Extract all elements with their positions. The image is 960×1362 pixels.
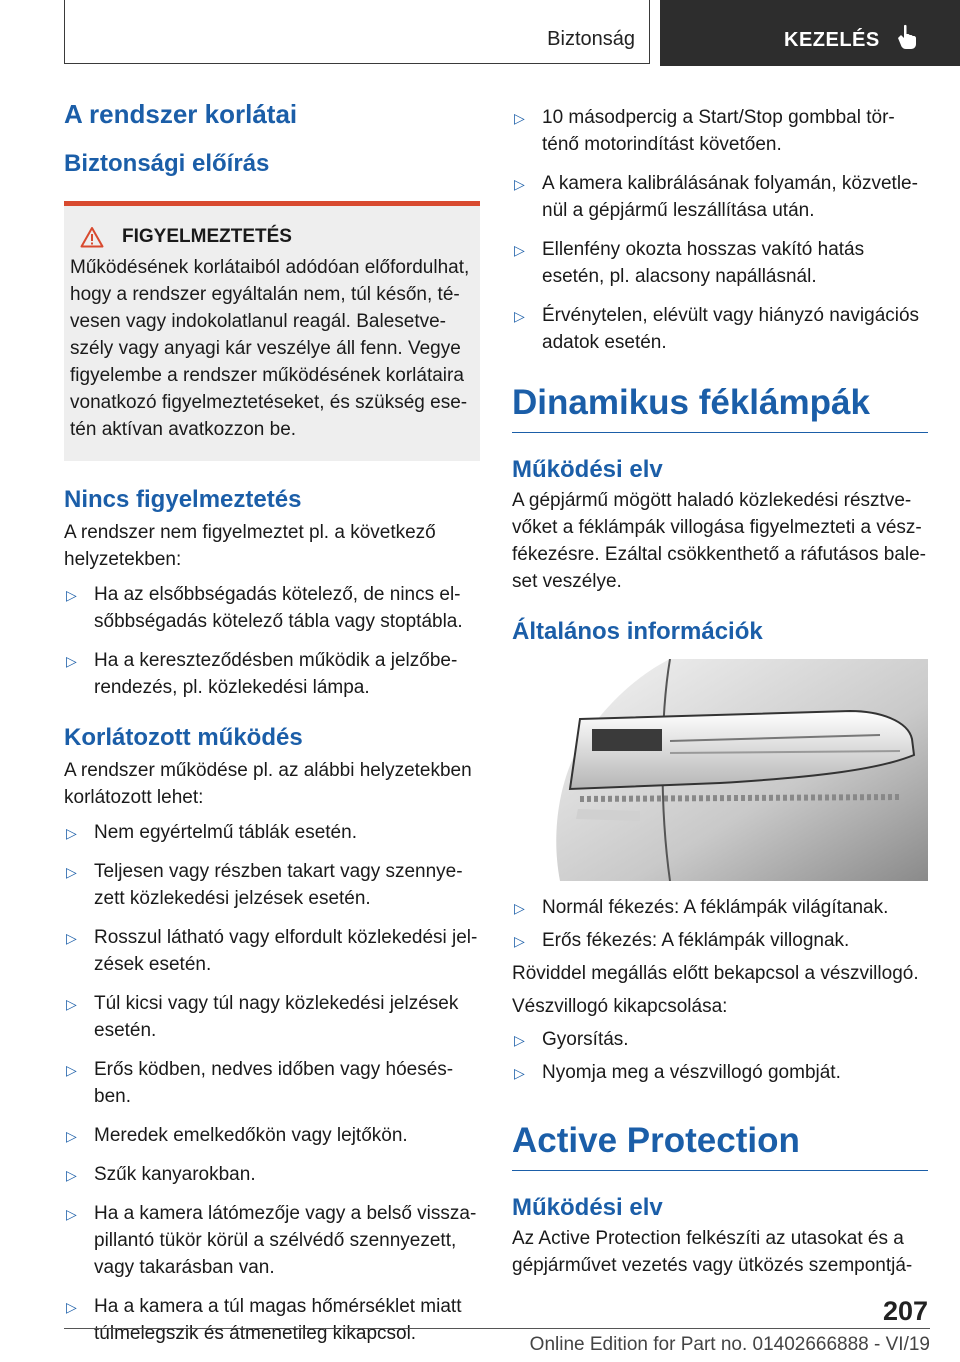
- limited-list-continued: [512, 104, 928, 356]
- list-item: ▷ Teljesen vagy részben takart vagy szennye-zett közlekedési jelzések esetén.: [66, 860, 463, 909]
- page-footer: [64, 1296, 930, 1362]
- warning-triangle-icon: [80, 226, 104, 248]
- ap-text: Az Active Protection felkészíti az utasokat és a gépjárművet vezetés vagy ütközés szempontjá-: [512, 1228, 913, 1276]
- list-item: ▷ 10 másodpercig a Start/Stop gombbal tör-ténő motorindítást követően.: [514, 107, 895, 155]
- limited-list: [64, 819, 480, 1347]
- triangle-bullet-icon: ▷: [66, 1127, 77, 1144]
- list-item: ▷ Érvénytelen, elévült vagy hiányzó navigációs adatok esetén.: [514, 305, 920, 353]
- triangle-bullet-icon: ▷: [66, 586, 77, 603]
- triangle-bullet-icon: ▷: [514, 308, 525, 324]
- heading-dynamic-brake-lights: Dinamikus féklámpák: [512, 382, 928, 433]
- page-header: [0, 0, 960, 66]
- triangle-bullet-icon: ▷: [66, 995, 77, 1012]
- chapter-tab: [660, 0, 960, 66]
- list-item: ▷ Túl kicsi vagy túl nagy közlekedési jelzések esetén.: [66, 992, 459, 1041]
- page-number: 207: [882, 1296, 928, 1326]
- hazard-off-list: [512, 1026, 928, 1086]
- warning-text: Működésének korlátaiból adódóan előfordulhat, hogy a rendszer egyáltalán nem, túl későn, té-vesen vagy indokolatlanul reagál. Balesetve-szély vagy anyagi kár veszélye áll fenn. Vegye figyelembe a rendszer működésének korlátaira vonatkozó figyelmeztetéseket, és szükség ese-tén aktívan avatkozzon be.: [70, 256, 470, 440]
- chapter-tab-label: KEZELÉS: [784, 29, 880, 51]
- triangle-bullet-icon: ▷: [66, 1298, 77, 1315]
- list-item: ▷ Rosszul látható vagy elfordult közlekedési jel-zések esetén.: [66, 926, 478, 975]
- list-item: ▷ Nyomja meg a vészvillogó gombját.: [512, 1059, 928, 1086]
- section-title: Biztonság: [547, 28, 635, 50]
- list-item: ▷ Nem egyértelmű táblák esetén.: [64, 819, 480, 846]
- heading-general-info: Általános információk: [512, 618, 763, 645]
- dyn-principle-text: A gépjármű mögött haladó közlekedési résztve-vőket a féklámpák villogása figyelmezteti a vész-fékezésre. Ezáltal csökkenthető a ráfutásos bale-set veszélye.: [512, 490, 927, 592]
- right-column: [512, 98, 928, 1279]
- warning-title: [70, 226, 474, 248]
- list-item: ▷ Gyorsítás.: [512, 1026, 928, 1053]
- page-title: A rendszer korlátai: [64, 99, 298, 129]
- list-item: ▷ Ha a kamera a túl magas hőmérséklet miatt túlmelegszik és átmenetileg kikapcsol.: [66, 1295, 462, 1344]
- list-item: ▷ Normál fékezés: A féklámpák világítanak.: [512, 894, 928, 921]
- triangle-bullet-icon: ▷: [514, 110, 525, 126]
- edition-text: Online Edition for Part no. 01402666888 - VI/19: [529, 1334, 930, 1355]
- triangle-bullet-icon: ▷: [66, 1205, 77, 1222]
- triangle-bullet-icon: ▷: [514, 933, 525, 949]
- list-item: ▷ Ha az elsőbbségadás kötelező, de nincs el-sőbbségadás kötelező tábla vagy stoptábla.: [66, 583, 463, 632]
- triangle-bullet-icon: ▷: [514, 900, 525, 916]
- no-warning-intro: A rendszer nem figyelmeztet pl. a következő helyzetekben:: [64, 521, 436, 570]
- brake-list: [512, 894, 928, 954]
- list-item: ▷ Ha a kamera látómezője vagy a belső vissza-pillantó tükör körül a szélvédő szennyezett, vagy takarásban van.: [66, 1202, 477, 1278]
- list-item: ▷ Erős fékezés: A féklámpák villognak.: [512, 927, 928, 954]
- limited-intro: A rendszer működése pl. az alábbi helyzetekben korlátozott lehet:: [64, 759, 472, 808]
- triangle-bullet-icon: ▷: [514, 176, 525, 192]
- triangle-bullet-icon: ▷: [66, 863, 77, 880]
- list-item: ▷ Erős ködben, nedves időben vagy hóesés-ben.: [66, 1058, 454, 1107]
- warning-label: FIGYELMEZTETÉS: [122, 225, 292, 247]
- list-item: ▷ Meredek emelkedőkön vagy lejtőkön.: [64, 1122, 480, 1149]
- list-item: ▷ Ha a kereszteződésben működik a jelzőbe-rendezés, pl. közlekedési lámpa.: [66, 649, 458, 698]
- triangle-bullet-icon: ▷: [66, 1166, 77, 1183]
- tail-light-illustration: [520, 659, 928, 881]
- list-item: ▷ Szűk kanyarokban.: [64, 1161, 480, 1188]
- list-item: ▷ A kamera kalibrálásának folyamán, közvetle-nül a gépjármű leszállítása után.: [514, 173, 918, 221]
- heading-active-protection: Active Protection: [512, 1120, 928, 1171]
- heading-dyn-principle: Működési elv: [512, 456, 663, 483]
- heading-no-warning: Nincs figyelmeztetés: [64, 485, 302, 513]
- subtitle-safety: Biztonsági előírás: [64, 149, 270, 177]
- triangle-bullet-icon: ▷: [514, 242, 525, 258]
- heading-limited: Korlátozott működés: [64, 723, 303, 751]
- triangle-bullet-icon: ▷: [66, 824, 77, 841]
- left-column: [64, 98, 480, 1347]
- no-warning-list: [64, 581, 480, 701]
- footer-divider: [64, 1328, 930, 1329]
- triangle-bullet-icon: ▷: [66, 652, 77, 669]
- hazard-note: Röviddel megállás előtt bekapcsol a vészvillogó.: [512, 963, 919, 984]
- pointing-hand-icon: [892, 22, 922, 52]
- list-item: ▷ Ellenfény okozta hosszas vakító hatás esetén, pl. alacsony napállásnál.: [514, 239, 865, 287]
- triangle-bullet-icon: ▷: [66, 929, 77, 946]
- heading-ap-principle: Működési elv: [512, 1194, 663, 1221]
- hazard-off-intro: Vészvillogó kikapcsolása:: [512, 996, 728, 1017]
- section-header-box: [64, 0, 650, 64]
- triangle-bullet-icon: ▷: [514, 1065, 525, 1081]
- warning-box: [64, 201, 480, 461]
- triangle-bullet-icon: ▷: [66, 1061, 77, 1078]
- triangle-bullet-icon: ▷: [514, 1032, 525, 1048]
